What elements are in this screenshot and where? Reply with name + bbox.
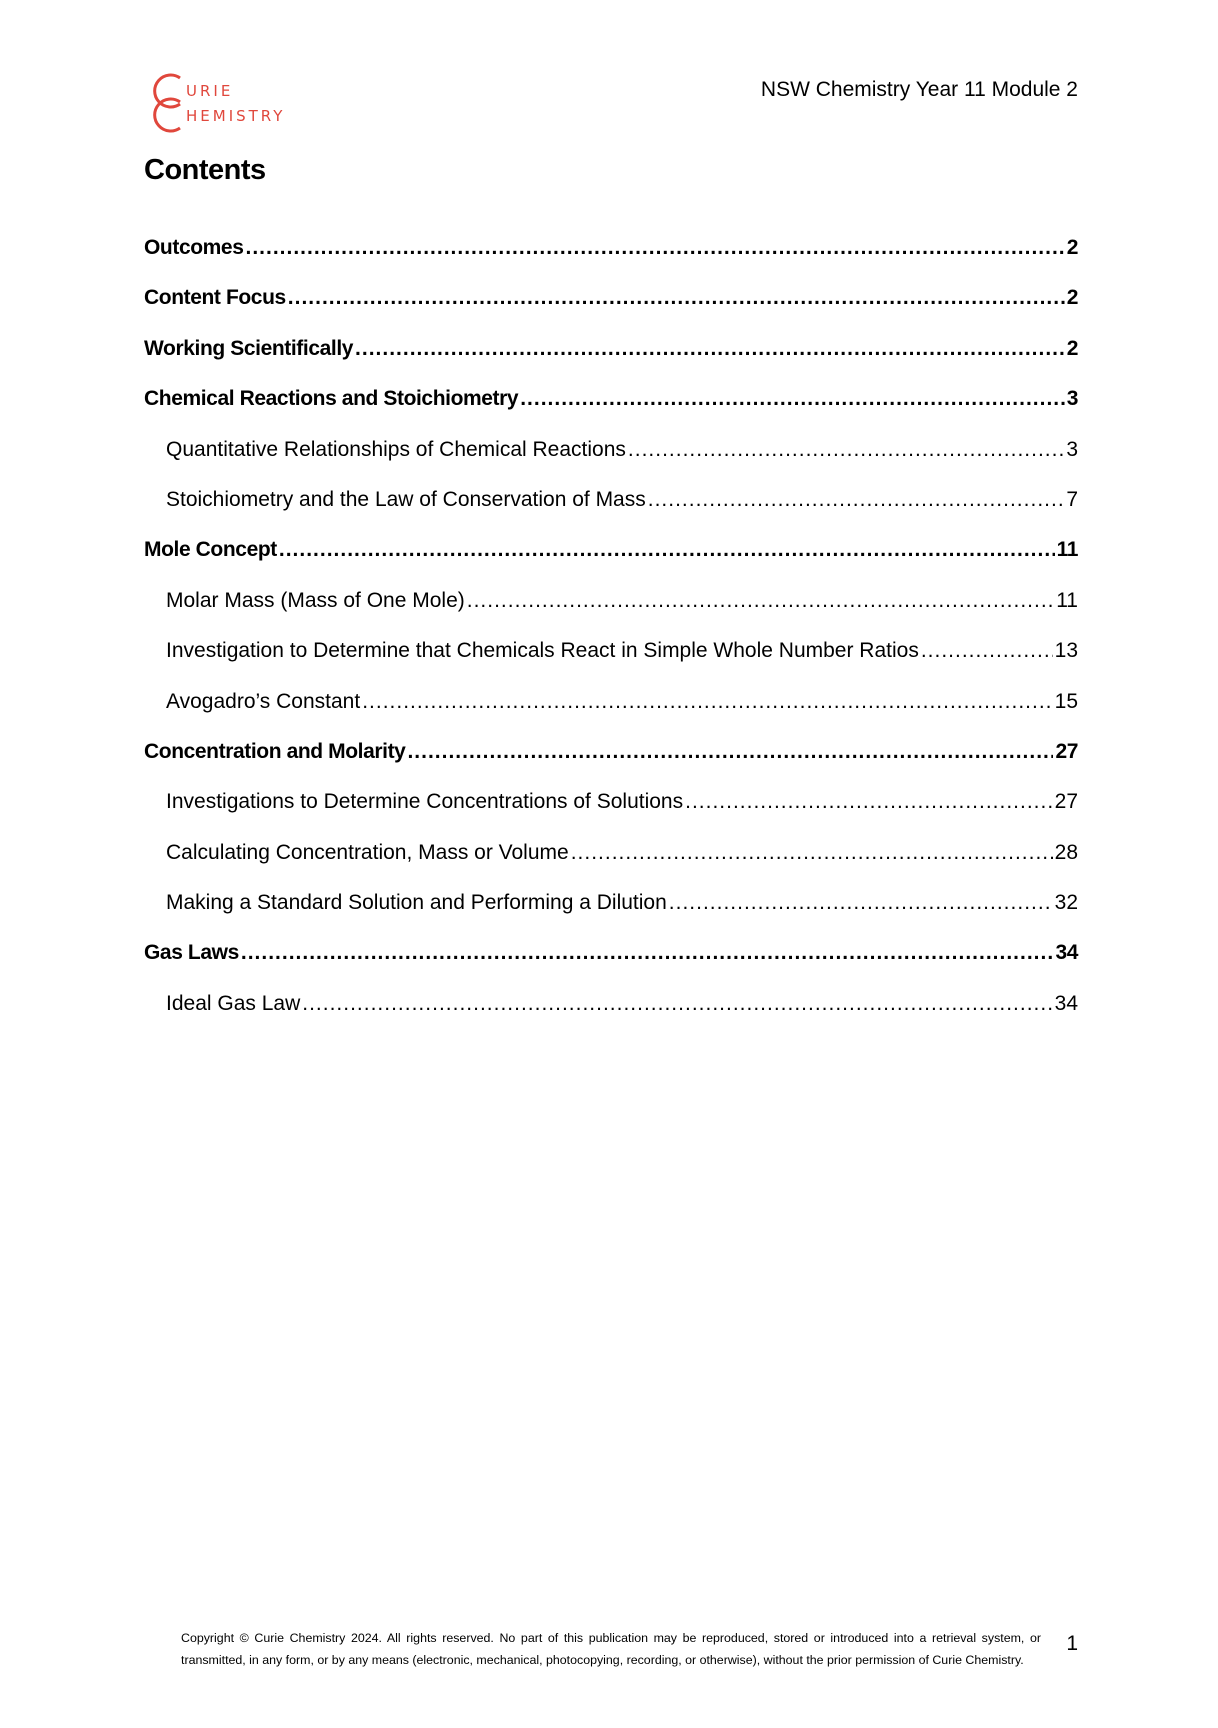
dot-leader xyxy=(921,639,1053,663)
dot-leader xyxy=(407,740,1053,764)
toc-entry-label: Molar Mass (Mass of One Mole) xyxy=(166,588,465,612)
toc-entry-working-scientifically[interactable] xyxy=(144,337,1078,387)
toc-entry-label: Concentration and Molarity xyxy=(144,739,406,763)
toc-entry-mole-concept[interactable] xyxy=(144,538,1078,588)
toc-entry-calculating-concentration[interactable] xyxy=(144,841,1078,891)
running-header: NSW Chemistry Year 11 Module 2 xyxy=(760,78,1078,101)
dot-leader xyxy=(302,992,1052,1016)
toc-entry-ideal-gas-law[interactable] xyxy=(144,992,1078,1042)
toc-entry-page: 11 xyxy=(1056,588,1078,612)
dot-leader xyxy=(648,488,1065,512)
toc-entry-label: Investigations to Determine Concentrations of Solutions xyxy=(166,790,684,814)
logo-word-curie: URIE xyxy=(186,82,234,100)
toc-entry-page: 7 xyxy=(1066,487,1078,511)
toc-entry-page: 11 xyxy=(1056,538,1078,562)
toc-entry-label: Outcomes xyxy=(144,236,244,259)
toc-entry-investigations-concentrations[interactable] xyxy=(144,790,1078,840)
toc-entry-page: 27 xyxy=(1054,790,1078,814)
toc-entry-stoichiometry-conservation[interactable] xyxy=(144,488,1078,538)
double-c-logo-icon xyxy=(144,70,188,136)
dot-leader xyxy=(355,337,1065,361)
curie-chemistry-logo xyxy=(144,70,294,140)
toc-entry-page: 32 xyxy=(1054,891,1078,915)
toc-entry-label: Making a Standard Solution and Performing a Dilution xyxy=(166,891,667,915)
toc-entry-page: 28 xyxy=(1054,840,1078,864)
dot-leader xyxy=(669,891,1053,915)
toc-entry-quantitative-relationships[interactable] xyxy=(144,438,1078,488)
toc-entry-label: Investigation to Determine that Chemicals React in Simple Whole Number Ratios xyxy=(166,639,919,663)
toc-entry-page: 2 xyxy=(1066,286,1078,310)
page-title: Contents xyxy=(144,154,266,186)
dot-leader xyxy=(279,538,1055,562)
toc-entry-page: 27 xyxy=(1055,739,1078,763)
dot-leader xyxy=(362,690,1052,714)
dot-leader xyxy=(467,589,1054,613)
toc-entry-label: Calculating Concentration, Mass or Volume xyxy=(166,840,569,864)
dot-leader xyxy=(288,286,1065,310)
toc-entry-label: Avogadro’s Constant xyxy=(166,689,361,713)
dot-leader xyxy=(520,387,1065,411)
toc-entry-page: 34 xyxy=(1055,941,1078,965)
toc-entry-page: 15 xyxy=(1054,689,1078,713)
toc-entry-label: Mole Concept xyxy=(144,538,277,562)
toc-entry-page: 13 xyxy=(1054,639,1078,663)
dot-leader xyxy=(241,941,1054,965)
logo-word-chemistry: HEMISTRY xyxy=(186,107,286,125)
toc-entry-page: 3 xyxy=(1066,387,1078,411)
page-number: 1 xyxy=(1066,1632,1078,1655)
toc-entry-content-focus[interactable] xyxy=(144,286,1078,336)
dot-leader xyxy=(685,790,1053,814)
toc-entry-label: Content Focus xyxy=(144,286,286,310)
toc-entry-label: Stoichiometry and the Law of Conservation of Mass xyxy=(166,487,646,511)
toc-entry-molar-mass[interactable] xyxy=(144,589,1078,639)
table-of-contents xyxy=(144,236,1078,1042)
toc-entry-page: 3 xyxy=(1066,437,1078,461)
copyright-notice: Copyright © Curie Chemistry 2024. All rights reserved. No part of this publication may be reproduced, stored or introduced into a retrieval system, or transmitted, in any form, or by any means (electronic, mechanical, photocopying, recording, or otherwise), without the prior permission of Curie Chemistry. xyxy=(181,1631,1041,1667)
toc-entry-page: 2 xyxy=(1066,336,1078,360)
toc-entry-page: 2 xyxy=(1066,236,1078,259)
toc-entry-page: 34 xyxy=(1054,991,1078,1015)
toc-entry-label: Gas Laws xyxy=(144,941,239,965)
dot-leader xyxy=(246,236,1065,260)
toc-entry-gas-laws[interactable] xyxy=(144,941,1078,991)
toc-entry-avogadros-constant[interactable] xyxy=(144,690,1078,740)
toc-entry-label: Chemical Reactions and Stoichiometry xyxy=(144,387,519,411)
toc-entry-standard-solution[interactable] xyxy=(144,891,1078,941)
toc-entry-whole-number-ratios[interactable] xyxy=(144,639,1078,689)
toc-entry-outcomes[interactable] xyxy=(144,236,1078,286)
toc-entry-chemical-reactions[interactable] xyxy=(144,387,1078,437)
dot-leader xyxy=(571,841,1053,865)
toc-entry-label: Ideal Gas Law xyxy=(166,991,301,1015)
toc-entry-label: Working Scientifically xyxy=(144,336,354,360)
toc-entry-concentration-molarity[interactable] xyxy=(144,740,1078,790)
toc-entry-label: Quantitative Relationships of Chemical Reactions xyxy=(166,437,626,461)
dot-leader xyxy=(628,438,1064,462)
